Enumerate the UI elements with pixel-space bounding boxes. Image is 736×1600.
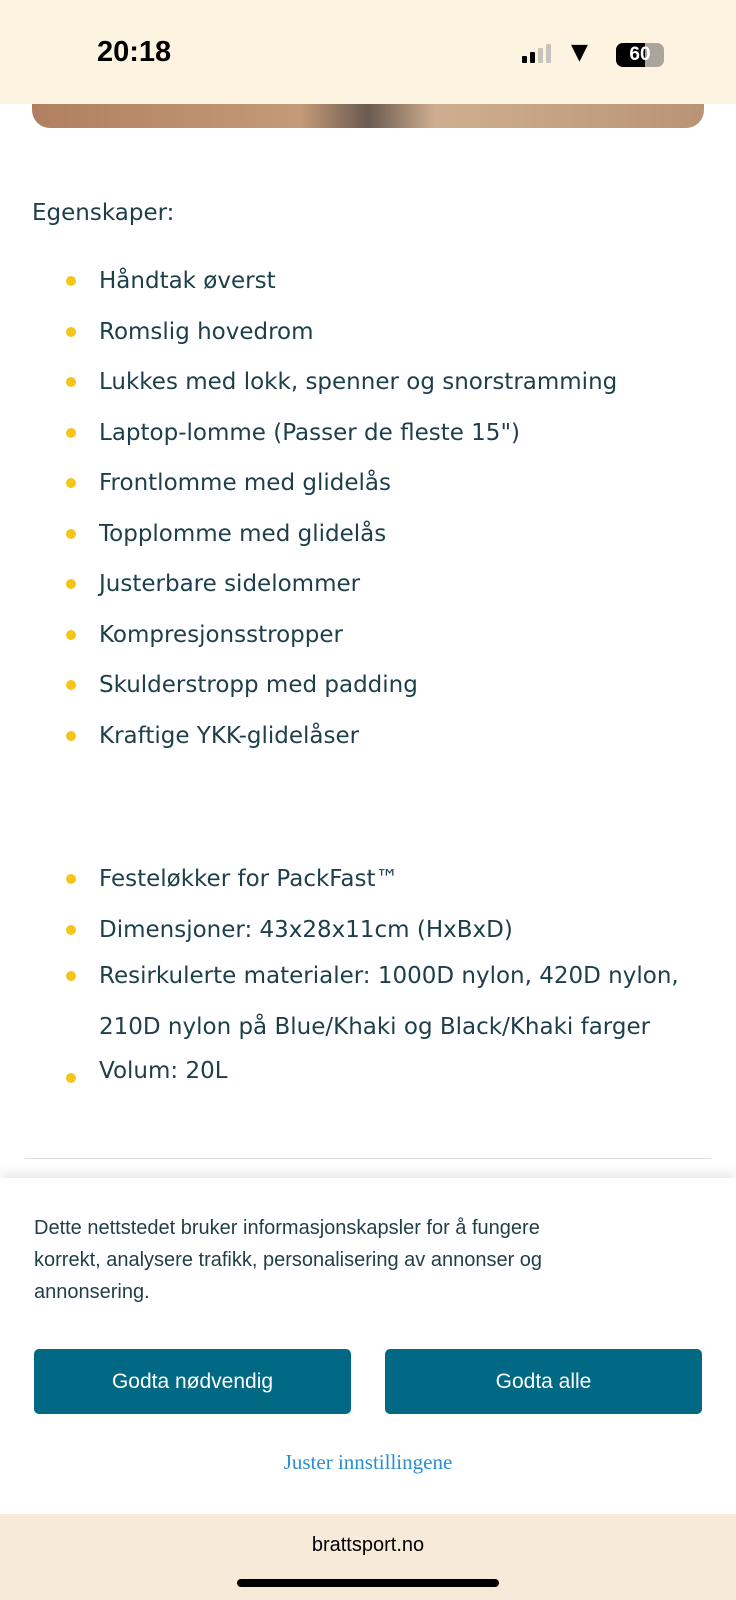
features-list xyxy=(32,256,617,761)
home-indicator[interactable] xyxy=(237,1579,499,1587)
divider xyxy=(25,1158,711,1159)
status-bar xyxy=(0,0,736,104)
list-item: Festeløkker for PackFast™ xyxy=(32,854,722,905)
clock: 20:18 xyxy=(97,36,172,68)
browser-bar xyxy=(0,1514,736,1600)
wifi-icon: ▼ xyxy=(571,40,588,65)
list-item: Resirkulerte materialer: 1000D nylon, 420D nylon, 210D nylon på Blue/Khaki og Black/Khaki farger xyxy=(32,951,722,1053)
list-item: Skulderstropp med padding xyxy=(32,660,617,711)
battery-level: 60 xyxy=(629,44,651,65)
adjust-settings-link[interactable]: Juster innstillingene xyxy=(283,1450,453,1474)
list-item: Håndtak øverst xyxy=(32,256,617,307)
accept-all-button[interactable]: Godta alle xyxy=(385,1349,702,1414)
list-item: Volum: 20L xyxy=(32,1053,722,1089)
list-item: Dimensjoner: 43x28x11cm (HxBxD) xyxy=(32,905,722,956)
list-item: Justerbare sidelommer xyxy=(32,559,617,610)
battery-icon xyxy=(616,43,664,67)
list-item: Lukkes med lokk, spenner og snorstramming xyxy=(32,357,617,408)
accept-necessary-button[interactable]: Godta nødvendig xyxy=(34,1349,351,1414)
list-item: Laptop-lomme (Passer de fleste 15") xyxy=(32,408,617,459)
signal-icon xyxy=(522,44,551,63)
cookie-text: Dette nettstedet bruker informasjonskapsler for å fungere korrekt, analysere trafikk, personalisering av annonser og annonsering. xyxy=(34,1217,543,1303)
list-item: Romslig hovedrom xyxy=(32,307,617,358)
features-heading: Egenskaper: xyxy=(32,200,175,226)
list-item: Kraftige YKK-glidelåser xyxy=(32,711,617,762)
list-item: Topplomme med glidelås xyxy=(32,509,617,560)
features-list-2 xyxy=(32,854,722,1089)
list-item: Kompresjonsstropper xyxy=(32,610,617,661)
url-label[interactable]: brattsport.no xyxy=(311,1534,425,1556)
cookie-banner xyxy=(0,1178,736,1514)
list-item: Frontlomme med glidelås xyxy=(32,458,617,509)
